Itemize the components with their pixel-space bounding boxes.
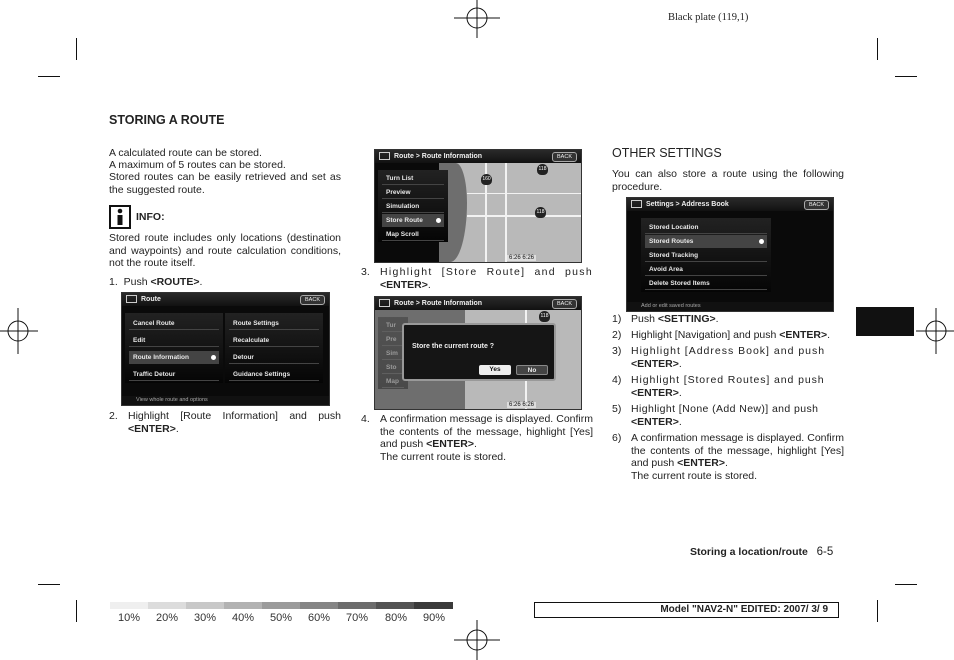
step-text: A confirmation message is displayed. Confirm the contents of the message, highlight [Yes] and push [380, 413, 593, 450]
selection-dot-icon [436, 218, 441, 223]
menu-item-faded: Pre [382, 333, 404, 346]
menu-item-delete-stored-items[interactable]: Delete Stored Items [645, 277, 767, 290]
step-3 [361, 266, 593, 291]
nav-icon [379, 299, 390, 307]
step-text: Push [123, 276, 151, 288]
settings-step [612, 432, 844, 482]
selection-dot-icon [759, 239, 764, 244]
section-heading: STORING A ROUTE [109, 113, 225, 127]
step-end: . [678, 386, 683, 399]
step-end: . [724, 457, 728, 469]
section-title: Storing a location/route [690, 546, 808, 558]
percent-label: 30% [194, 612, 217, 624]
highway-sign-icon: 118 [539, 311, 550, 322]
menu-column-2 [225, 313, 323, 383]
step-text: Highlight [Route Information] and push [128, 410, 341, 422]
highway-sign-icon: 118 [537, 164, 548, 175]
back-button[interactable]: BACK [552, 152, 577, 162]
percent-label: 40% [232, 612, 255, 624]
step-number: 1. [109, 276, 118, 288]
screen-title: Route > Route Information [394, 300, 483, 307]
percent-label: 20% [156, 612, 179, 624]
menu-item-traffic-detour[interactable]: Traffic Detour [129, 368, 219, 381]
step-text: Highlight [Stored Routes] and push [631, 374, 825, 386]
screen-header [375, 297, 581, 310]
step-text: Highlight [None (Add New)] and push [631, 403, 819, 415]
step-end: . [175, 422, 179, 435]
key-label: <ENTER> [779, 329, 828, 341]
step-text: Highlight [Navigation] and push [631, 329, 780, 341]
percent-label: 70% [346, 612, 369, 624]
menu-item-label: Store Route [386, 217, 423, 224]
step-end: . [199, 276, 203, 288]
nav-icon [126, 295, 137, 303]
registration-mark-left [0, 306, 40, 356]
menu-item-route-settings[interactable]: Route Settings [229, 317, 319, 330]
menu-item-map-scroll[interactable]: Map Scroll [382, 228, 444, 241]
route-info-menu [378, 170, 448, 242]
highway-sign-icon: 160 [481, 174, 492, 185]
step-end: . [427, 278, 433, 291]
step-text: Highlight [Store Route] and push [380, 266, 593, 278]
menu-item-stored-routes[interactable] [645, 235, 767, 248]
percent-label: 80% [385, 612, 408, 624]
plate-label: Black plate (119,1) [668, 12, 749, 23]
no-button[interactable]: No [516, 365, 548, 375]
map-time-readout: 6:26 6:26 [509, 255, 535, 261]
map-view [445, 163, 581, 262]
key-label: <ROUTE> [150, 276, 200, 288]
menu-item-faded: Sto [382, 361, 404, 374]
road [505, 163, 507, 262]
percent-label: 10% [118, 612, 141, 624]
step-number: 2) [612, 329, 622, 341]
screen-header [627, 198, 833, 211]
map-time-readout: 6:26 6:26 [509, 402, 535, 408]
highway-sign-icon: 118 [535, 207, 546, 218]
menu-item-label: Stored Routes [649, 238, 694, 245]
key-label: <ENTER> [380, 278, 428, 291]
screen-title: Route > Route Information [394, 153, 483, 160]
key-label: <ENTER> [631, 357, 679, 370]
screen-title: Settings > Address Book [646, 201, 729, 208]
menu-item-simulation[interactable]: Simulation [382, 200, 444, 213]
address-book-menu [641, 218, 771, 292]
step-number: 2. [109, 410, 118, 422]
menu-item-store-route[interactable] [382, 214, 444, 227]
menu-column-1 [125, 313, 223, 383]
percent-label: 90% [423, 612, 446, 624]
menu-item-preview[interactable]: Preview [382, 186, 444, 199]
step-end: . [827, 329, 831, 341]
menu-item-detour[interactable]: Detour [229, 351, 319, 364]
screen-header [375, 150, 581, 163]
key-label: <ENTER> [631, 415, 679, 428]
key-label: <ENTER> [426, 438, 474, 450]
section-tab [856, 307, 914, 336]
store-route-confirmation-screenshot [374, 296, 582, 410]
page-footer [690, 546, 833, 558]
step-end: . [678, 415, 683, 428]
selection-dot-icon [211, 355, 216, 360]
page-number: 6-5 [816, 546, 834, 558]
registration-mark-right [914, 306, 954, 356]
menu-item-faded: Sim [382, 347, 404, 360]
settings-step [612, 329, 844, 345]
settings-step [612, 345, 844, 374]
registration-mark-top [452, 0, 502, 40]
intro-line-2: A maximum of 5 routes can be stored. [109, 159, 286, 171]
step-number: 3. [361, 266, 370, 278]
info-label: INFO: [136, 211, 165, 223]
model-box [534, 602, 839, 618]
step-number: 3) [612, 345, 622, 357]
menu-item-cancel-route[interactable]: Cancel Route [129, 317, 219, 330]
menu-item-edit[interactable]: Edit [129, 334, 219, 347]
back-button[interactable]: BACK [804, 200, 829, 210]
menu-item-route-information[interactable] [129, 351, 219, 364]
nav-icon [379, 152, 390, 160]
route-information-screenshot [374, 149, 582, 263]
percent-label: 60% [308, 612, 331, 624]
intro-line-3: Stored routes can be easily retrieved and set as the suggested route. [109, 171, 341, 196]
menu-item-label: Route Information [133, 354, 189, 361]
key-label: <SETTING> [657, 313, 716, 325]
step-number: 6) [612, 432, 622, 444]
status-bar: View whole route and options [122, 396, 329, 405]
nav-icon [631, 200, 642, 208]
route-menu-screenshot [121, 292, 330, 406]
step-result: The current route is stored. [380, 450, 507, 463]
step-4 [361, 413, 593, 463]
menu-item-recalculate[interactable]: Recalculate [229, 334, 319, 347]
step-end: . [678, 357, 683, 370]
settings-step [612, 403, 844, 432]
step-number: 4. [361, 413, 370, 425]
menu-item-stored-tracking[interactable]: Stored Tracking [645, 249, 767, 262]
settings-step [612, 374, 844, 403]
address-book-screenshot [626, 197, 834, 312]
menu-item-faded: Tur [382, 319, 404, 332]
other-settings-heading: OTHER SETTINGS [612, 146, 722, 160]
status-bar: Add or edit saved routes [627, 302, 833, 311]
step-2 [109, 410, 341, 435]
info-text: Stored route includes only locations (destination and waypoints) and route calculation conditions, not the route itself. [109, 232, 341, 269]
menu-item-turn-list[interactable]: Turn List [382, 172, 444, 185]
road [467, 193, 581, 194]
road [467, 215, 581, 217]
percent-label: 50% [270, 612, 293, 624]
step-result: The current route is stored. [631, 469, 758, 482]
back-button[interactable]: BACK [552, 299, 577, 309]
key-label: <ENTER> [631, 386, 679, 399]
step-number: 5) [612, 403, 622, 415]
step-end: . [715, 313, 719, 325]
step-text: A confirmation message is displayed. Confirm the contents of the message, highlight [Yes] and push [631, 432, 844, 469]
step-text: Push [631, 313, 658, 325]
registration-mark-bottom [452, 620, 502, 660]
step-end: . [473, 438, 477, 450]
model-label: Model "NAV2-N" EDITED: 2007/ 3/ 9 [660, 604, 828, 615]
dialog-message: Store the current route ? [412, 343, 495, 350]
settings-steps [612, 313, 844, 482]
back-button[interactable]: BACK [300, 295, 325, 305]
yes-button[interactable]: Yes [479, 365, 511, 375]
step-text: Highlight [Address Book] and push [631, 345, 826, 357]
key-label: <ENTER> [128, 422, 176, 435]
other-settings-intro: You can also store a route using the following procedure. [612, 168, 844, 193]
menu-item-faded: Map [382, 375, 404, 388]
step-number: 4) [612, 374, 622, 386]
menu-item-avoid-area[interactable]: Avoid Area [645, 263, 767, 276]
key-label: <ENTER> [677, 457, 725, 469]
settings-step [612, 313, 844, 329]
confirmation-dialog [402, 323, 556, 381]
menu-item-stored-location[interactable]: Stored Location [645, 221, 767, 234]
step-number: 1) [612, 313, 622, 325]
intro-line-1: A calculated route can be stored. [109, 147, 262, 159]
screen-title: Route [141, 296, 161, 303]
step-1 [109, 276, 202, 289]
screen-header [122, 293, 329, 306]
info-icon [109, 205, 131, 229]
menu-item-guidance-settings[interactable]: Guidance Settings [229, 368, 319, 381]
